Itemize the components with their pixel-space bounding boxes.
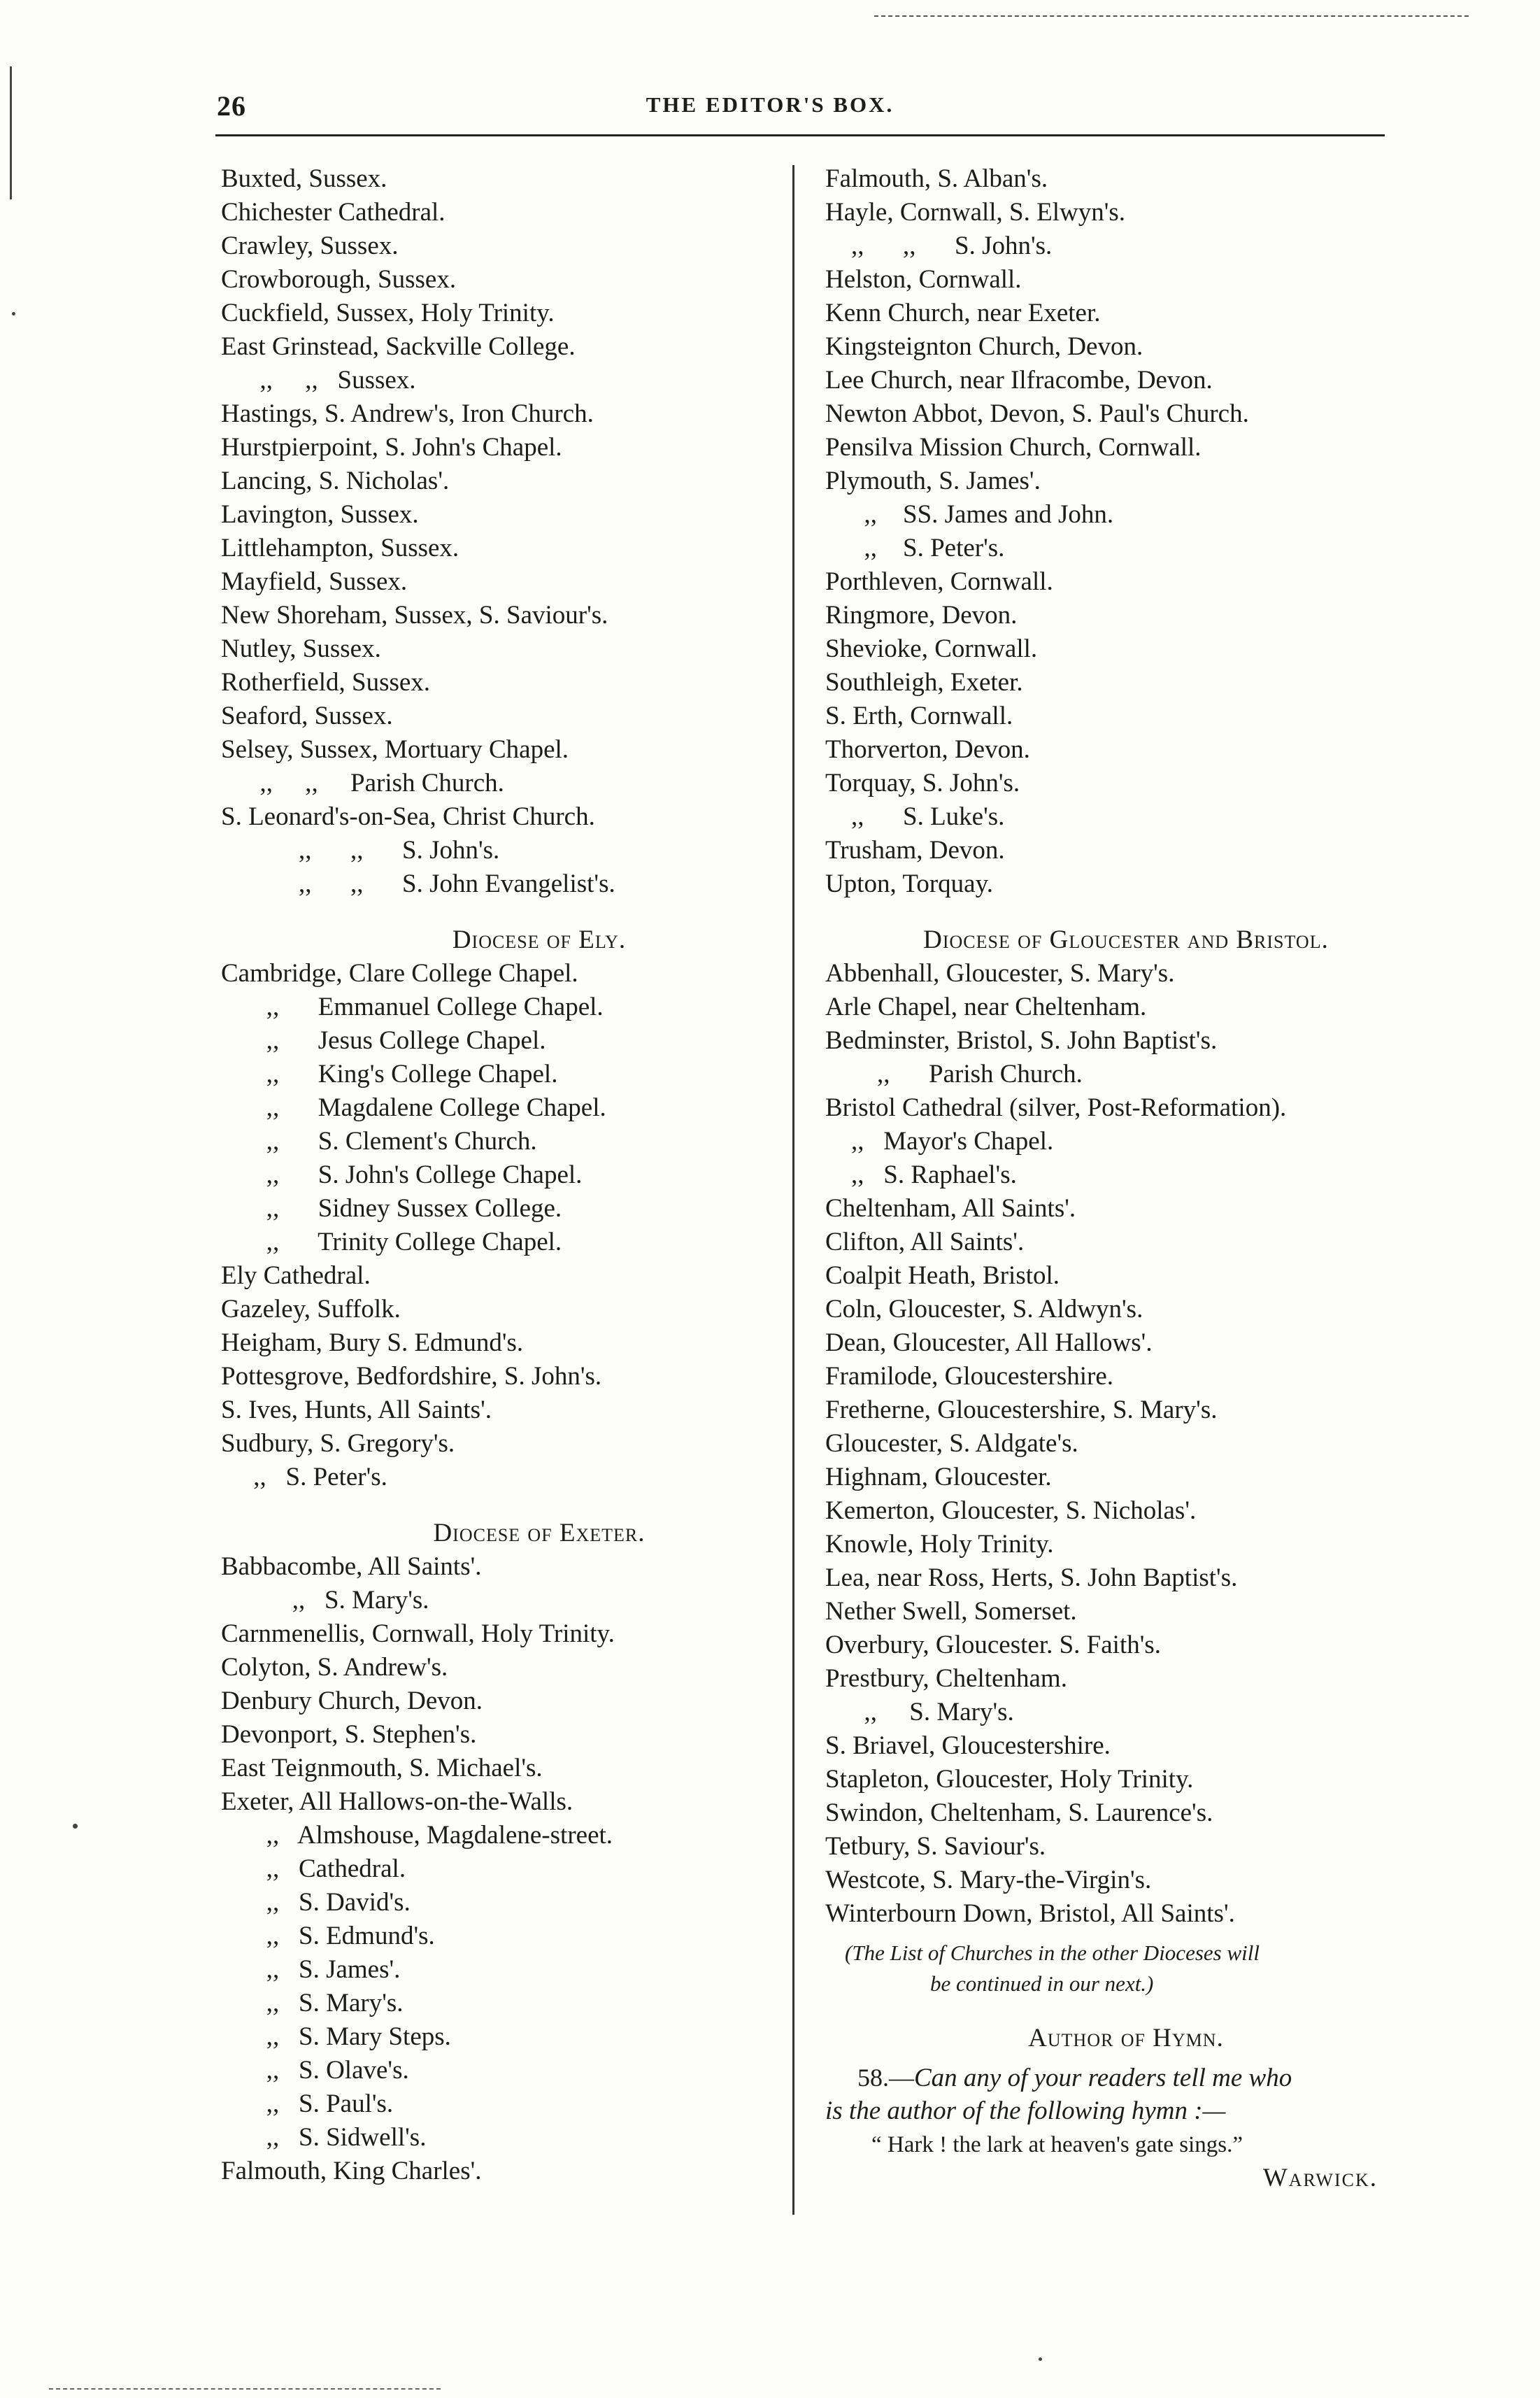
list-item: Framilode, Gloucestershire. <box>825 1362 1114 1391</box>
list-item: ,, ,, S. John Evangelist's. <box>221 870 615 898</box>
list-item: Upton, Torquay. <box>825 870 993 898</box>
list-item: ,, Sidney Sussex College. <box>221 1194 562 1223</box>
list-item: Buxted, Sussex. <box>221 164 387 193</box>
list-item: Winterbourn Down, Bristol, All Saints'. <box>825 1899 1235 1928</box>
list-item: Southleigh, Exeter. <box>825 668 1023 697</box>
list-item: ,, S. Olave's. <box>221 2056 409 2085</box>
continuation-note-line-1: (The List of Churches in the other Dioceses will <box>845 1941 1260 1965</box>
list-item: Swindon, Cheltenham, S. Laurence's. <box>825 1798 1213 1827</box>
list-item: East Teignmouth, S. Michael's. <box>221 1754 543 1782</box>
list-item: Kingsteignton Church, Devon. <box>825 332 1143 361</box>
list-item: Shevioke, Cornwall. <box>825 634 1038 663</box>
list-item: ,, S. Paul's. <box>221 2090 394 2118</box>
list-item: Pottesgrove, Bedfordshire, S. John's. <box>221 1362 602 1391</box>
list-item: Bristol Cathedral (silver, Post-Reformation). <box>825 1093 1287 1122</box>
list-item: Bedminster, Bristol, S. John Baptist's. <box>825 1026 1218 1055</box>
ink-speck <box>1039 2357 1042 2361</box>
list-item: Crawley, Sussex. <box>221 232 399 260</box>
list-item: Falmouth, S. Alban's. <box>825 164 1048 193</box>
gloucester-church-list <box>825 957 1399 1931</box>
signature: Warwick. <box>1262 2164 1378 2192</box>
list-item: Nether Swell, Somerset. <box>825 1597 1077 1626</box>
list-item: ,, Emmanuel College Chapel. <box>221 993 604 1021</box>
ink-speck <box>12 312 15 315</box>
list-item: Mayfield, Sussex. <box>221 567 408 596</box>
list-item: Gazeley, Suffolk. <box>221 1295 401 1324</box>
list-item: Coalpit Heath, Bristol. <box>825 1261 1060 1290</box>
list-item: Coln, Gloucester, S. Aldwyn's. <box>825 1295 1143 1324</box>
exeter-diocese-heading: Diocese of Exeter. <box>433 1519 646 1547</box>
list-item: Helston, Cornwall. <box>825 265 1022 294</box>
margin-edge-mark <box>10 66 16 199</box>
list-item: ,, Mayor's Chapel. <box>825 1127 1054 1156</box>
list-item: Devonport, S. Stephen's. <box>221 1720 477 1749</box>
gloucester-diocese-heading: Diocese of Gloucester and Bristol. <box>923 925 1329 954</box>
list-item: Seaford, Sussex. <box>221 702 393 730</box>
running-title: THE EDITOR'S BOX. <box>646 92 894 117</box>
list-item: Carnmenellis, Cornwall, Holy Trinity. <box>221 1619 615 1648</box>
list-item: ,, King's College Chapel. <box>221 1060 558 1088</box>
list-item: ,, ,, S. John's. <box>825 232 1053 260</box>
list-item: ,, S. Peter's. <box>825 534 1005 562</box>
list-item: East Grinstead, Sackville College. <box>221 332 576 361</box>
list-item: Overbury, Gloucester. S. Faith's. <box>825 1631 1162 1659</box>
list-item: Highnam, Gloucester. <box>825 1463 1052 1491</box>
list-item: Lancing, S. Nicholas'. <box>221 467 450 495</box>
list-item: Fretherne, Gloucestershire, S. Mary's. <box>825 1396 1218 1424</box>
list-item: Torquay, S. John's. <box>825 769 1020 797</box>
list-item: ,, S. Sidwell's. <box>221 2123 427 2152</box>
list-item: ,, S. James'. <box>221 1955 401 1984</box>
list-item: Trusham, Devon. <box>825 836 1005 865</box>
list-item: ,, Almshouse, Magdalene-street. <box>221 1821 613 1850</box>
list-item: Lavington, Sussex. <box>221 500 419 529</box>
list-item: Colyton, S. Andrew's. <box>221 1653 448 1682</box>
list-item: Lee Church, near Ilfracombe, Devon. <box>825 366 1213 395</box>
list-item: Kenn Church, near Exeter. <box>825 299 1101 327</box>
left-column <box>221 162 780 2188</box>
list-item: Rotherfield, Sussex. <box>221 668 431 697</box>
list-item: Stapleton, Gloucester, Holy Trinity. <box>825 1765 1194 1794</box>
ink-speck <box>73 1824 78 1829</box>
hymn-query-heading: Author of Hymn. <box>1028 2024 1224 2052</box>
list-item: Newton Abbot, Devon, S. Paul's Church. <box>825 399 1249 428</box>
list-item: Nutley, Sussex. <box>221 634 381 663</box>
list-item: Plymouth, S. James'. <box>825 467 1041 495</box>
list-item: S. Leonard's-on-Sea, Christ Church. <box>221 802 595 831</box>
list-item: ,, Trinity College Chapel. <box>221 1228 562 1256</box>
list-item: Selsey, Sussex, Mortuary Chapel. <box>221 735 569 764</box>
list-item: ,, Parish Church. <box>825 1060 1083 1088</box>
query-text-1: Can any of your readers tell me who <box>914 2064 1292 2092</box>
exeter-church-list-continued <box>825 162 1399 901</box>
query-number: 58.— <box>857 2064 914 2092</box>
sussex-church-list <box>221 162 780 901</box>
bottom-edge-mark <box>49 2388 441 2390</box>
list-item: ,, S. Mary Steps. <box>221 2022 451 2051</box>
list-item: Cheltenham, All Saints'. <box>825 1194 1076 1223</box>
list-item: Sudbury, S. Gregory's. <box>221 1429 455 1458</box>
list-item: ,, S. John's College Chapel. <box>221 1161 583 1189</box>
ely-diocese-heading: Diocese of Ely. <box>452 925 627 954</box>
query-line-2: is the author of the following hymn :— <box>825 2097 1226 2125</box>
list-item: ,, Magdalene College Chapel. <box>221 1093 606 1122</box>
exeter-church-list <box>221 1550 780 2188</box>
list-item: ,, S. Mary's. <box>221 1989 404 2017</box>
list-item: Littlehampton, Sussex. <box>221 534 459 562</box>
list-item: ,, S. Edmund's. <box>221 1922 435 1950</box>
list-item: Prestbury, Cheltenham. <box>825 1664 1067 1693</box>
list-item: ,, ,, Parish Church. <box>221 769 504 797</box>
ely-church-list <box>221 957 780 1494</box>
list-item: Babbacombe, All Saints'. <box>221 1552 482 1581</box>
list-item: Kemerton, Gloucester, S. Nicholas'. <box>825 1496 1197 1525</box>
list-item: S. Ives, Hunts, All Saints'. <box>221 1396 492 1424</box>
list-item: ,, S. Peter's. <box>221 1463 387 1491</box>
list-item: New Shoreham, Sussex, S. Saviour's. <box>221 601 608 630</box>
list-item: Arle Chapel, near Cheltenham. <box>825 993 1147 1021</box>
list-item: Abbenhall, Gloucester, S. Mary's. <box>825 959 1175 988</box>
list-item: Hurstpierpoint, S. John's Chapel. <box>221 433 562 462</box>
list-item: Gloucester, S. Aldgate's. <box>825 1429 1078 1458</box>
list-item: Porthleven, Cornwall. <box>825 567 1053 596</box>
list-item: Ely Cathedral. <box>221 1261 371 1290</box>
list-item: S. Erth, Cornwall. <box>825 702 1013 730</box>
hymn-quote: “ Hark ! the lark at heaven's gate sings.” <box>871 2132 1243 2157</box>
list-item: Ringmore, Devon. <box>825 601 1018 630</box>
list-item: Crowborough, Sussex. <box>221 265 457 294</box>
list-item: Tetbury, S. Saviour's. <box>825 1832 1046 1861</box>
list-item: ,, ,, Sussex. <box>221 366 416 395</box>
list-item: Lea, near Ross, Herts, S. John Baptist's. <box>825 1563 1238 1592</box>
list-item: Clifton, All Saints'. <box>825 1228 1025 1256</box>
list-item: Hayle, Cornwall, S. Elwyn's. <box>825 198 1126 227</box>
list-item: ,, Cathedral. <box>221 1854 406 1883</box>
list-item: Pensilva Mission Church, Cornwall. <box>825 433 1202 462</box>
list-item: Westcote, S. Mary-the-Virgin's. <box>825 1866 1152 1894</box>
list-item: Cambridge, Clare College Chapel. <box>221 959 578 988</box>
list-item: ,, ,, S. John's. <box>221 836 500 865</box>
query-line-1 <box>825 2061 1399 2094</box>
header-rule <box>215 134 1385 136</box>
list-item: ,, S. Mary's. <box>825 1698 1014 1726</box>
list-item: Dean, Gloucester, All Hallows'. <box>825 1328 1153 1357</box>
list-item: ,, S. Clement's Church. <box>221 1127 537 1156</box>
list-item: ,, S. Raphael's. <box>825 1161 1017 1189</box>
right-column <box>825 162 1399 2195</box>
continuation-note-line-2: be continued in our next.) <box>930 1971 1154 1996</box>
list-item: Hastings, S. Andrew's, Iron Church. <box>221 399 594 428</box>
list-item: Heigham, Bury S. Edmund's. <box>221 1328 524 1357</box>
list-item: Exeter, All Hallows-on-the-Walls. <box>221 1787 573 1816</box>
list-item: Denbury Church, Devon. <box>221 1687 483 1715</box>
list-item: Thorverton, Devon. <box>825 735 1030 764</box>
list-item: ,, S. David's. <box>221 1888 411 1917</box>
list-item: Knowle, Holy Trinity. <box>825 1530 1054 1559</box>
list-item: Falmouth, King Charles'. <box>221 2157 482 2185</box>
top-edge-mark <box>874 15 1469 17</box>
list-item: S. Briavel, Gloucestershire. <box>825 1731 1111 1760</box>
list-item: ,, S. Mary's. <box>221 1586 429 1615</box>
list-item: ,, SS. James and John. <box>825 500 1114 529</box>
list-item: ,, Jesus College Chapel. <box>221 1026 546 1055</box>
list-item: Cuckfield, Sussex, Holy Trinity. <box>221 299 555 327</box>
page-number: 26 <box>217 90 246 122</box>
column-divider <box>792 165 794 2215</box>
list-item: Chichester Cathedral. <box>221 198 445 227</box>
list-item: ,, S. Luke's. <box>825 802 1005 831</box>
